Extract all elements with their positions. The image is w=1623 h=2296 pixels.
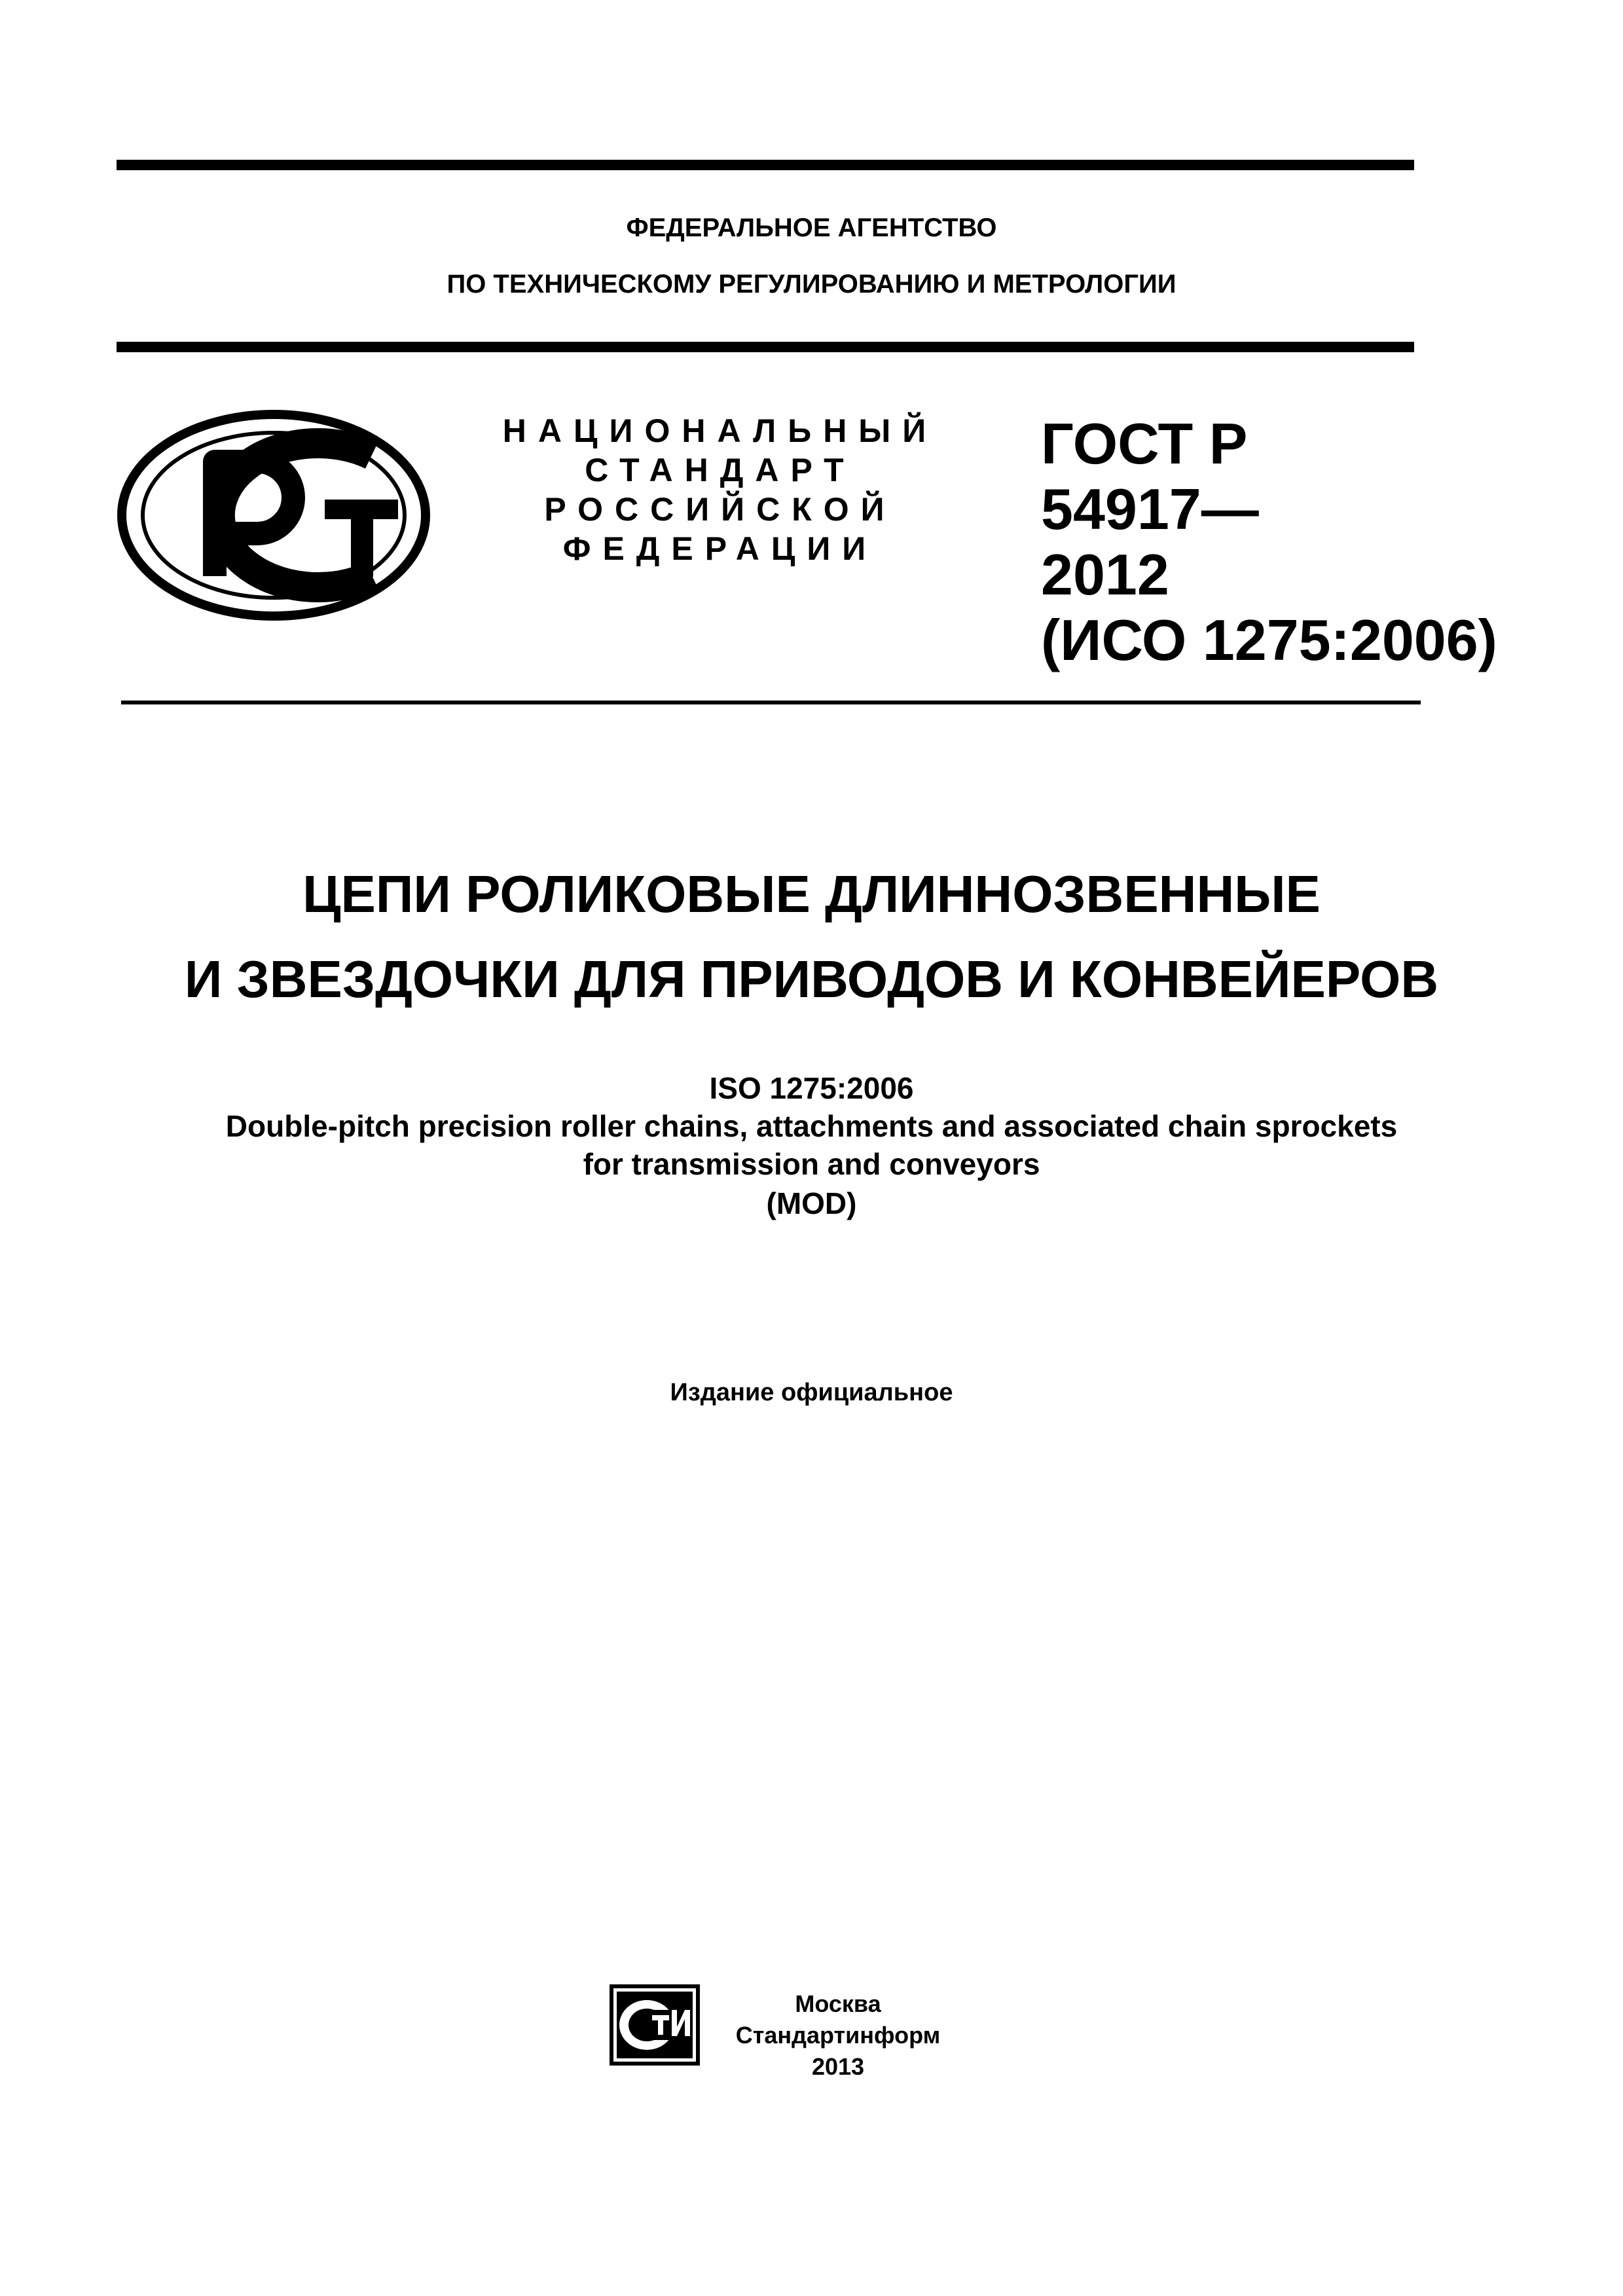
iso-reference-line-4: (MOD) [766, 1186, 857, 1220]
national-standard-line-1: НАЦИОНАЛЬНЫЙ [502, 412, 938, 449]
gost-designation-line-2: 54917— [1041, 477, 1259, 541]
header-bottom-rule [121, 701, 1421, 704]
document-title-line-1: ЦЕПИ РОЛИКОВЫЕ ДЛИННОЗВЕННЫЕ [302, 865, 1321, 923]
standartinform-logo-icon [609, 1984, 701, 2066]
iso-reference-line-1: ISO 1275:2006 [709, 1071, 914, 1105]
agency-line-1: ФЕДЕРАЛЬНОЕ АГЕНТСТВО [626, 213, 997, 242]
document-title-line-2: И ЗВЕЗДОЧКИ ДЛЯ ПРИВОДОВ И КОНВЕЙЕРОВ [184, 950, 1439, 1008]
iso-reference-line-2: Double-pitch precision roller chains, attachments and associated chain sprockets [225, 1109, 1398, 1143]
agency-line-2: ПО ТЕХНИЧЕСКОМУ РЕГУЛИРОВАНИЮ И МЕТРОЛОГИИ [447, 270, 1176, 299]
national-standard-line-3: РОССИЙСКОЙ [544, 491, 896, 528]
gost-designation-line-4: (ИСО 1275:2006) [1041, 608, 1497, 672]
top-rule [117, 160, 1414, 170]
national-standard-line-2: СТАНДАРТ [585, 452, 856, 488]
gost-designation-line-1: ГОСТ Р [1041, 411, 1248, 476]
iso-reference-line-3: for transmission and conveyors [583, 1147, 1040, 1181]
publisher-name: Стандартинформ [735, 2022, 941, 2049]
edition-label: Издание официальное [670, 1379, 953, 1406]
publisher-year: 2013 [811, 2053, 865, 2080]
national-standard-line-4: ФЕДЕРАЦИИ [562, 530, 878, 567]
agency-bottom-rule [117, 342, 1414, 352]
gost-designation-line-3: 2012 [1041, 542, 1169, 607]
publisher-city: Москва [795, 1990, 881, 2017]
rst-logo-icon [117, 409, 431, 622]
